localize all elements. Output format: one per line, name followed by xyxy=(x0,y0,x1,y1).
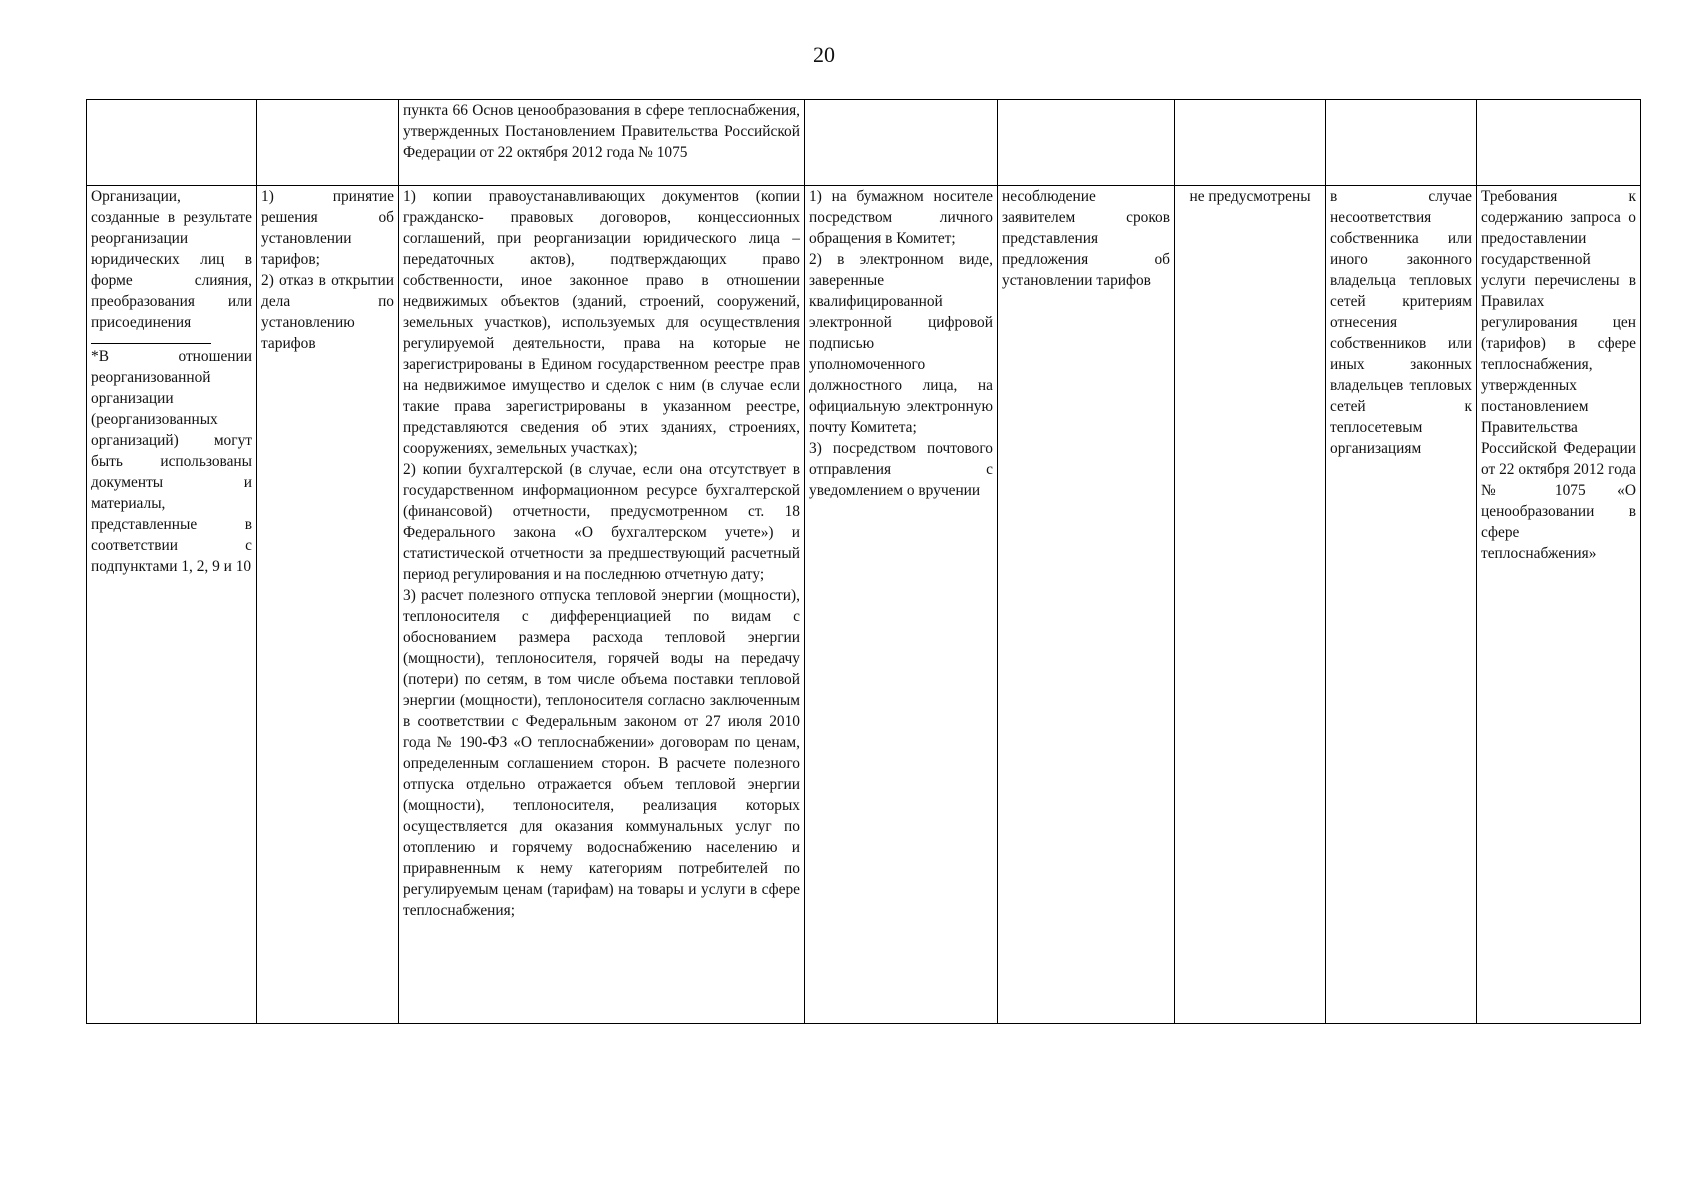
applicant-text: Организации, созданные в результате реорганизации юридических лиц в форме слияния, преобразования или присоединения xyxy=(91,188,252,331)
cell-r1-c2 xyxy=(257,100,399,186)
footnote-separator xyxy=(91,343,211,344)
submission-item: 2) в электронном виде, заверенные квалифицированной электронной цифровой подписью уполномоченного должностного лица, на официальную электронную почту Комитета; xyxy=(809,251,993,436)
result-item: 2) отказ в открытии дела по установлению тарифов xyxy=(261,272,394,352)
document-item: 1) копии правоустанавливающих документов (копии гражданско- правовых договоров, концессионных соглашений, при реорганизации юридического лица – передаточных актов), подтверждающих право собственности, иное законное право в отношении недвижимых объектов (зданий, строений, сооружений, земельных участков), используемых для осуществления регулируемой деятельности, права на которые не зарегистрированы в Едином государственном реестре прав на недвижимое имущество и сделок с ним (в случае если такие права зарегистрированы в указанном реестре, представляются сведения об этих зданиях, строениях, сооружениях, земельных участках); xyxy=(403,188,800,457)
cell-applicant xyxy=(87,186,257,1024)
applicant-footnote: *В отношении реорганизованной организации (реорганизованных организаций) могут быть использованы документы и материалы, представленные в соответствии с подпунктами 1, 2, 9 и 10 xyxy=(91,348,252,575)
cell-r1-c5 xyxy=(998,100,1175,186)
submission-item: 3) посредством почтового отправления с уведомлением о вручении xyxy=(809,440,993,499)
cell-refusal-reception: несоблюдение заявителем сроков представления предложения об установлении тарифов xyxy=(998,186,1175,1024)
table-row-main xyxy=(87,186,1641,1024)
cell-requirements: Требования к содержанию запроса о предоставлении государственной услуги перечислены в Правилах регулирования цен (тарифов) в сфере теплоснабжения, утвержденных постановлением Правительства Российской Федерации от 22 октября 2012 года № 1075 «О ценообразовании в сфере теплоснабжения» xyxy=(1477,186,1641,1024)
document-item: 2) копии бухгалтерской (в случае, если она отсутствует в государственном информационном ресурсе бухгалтерской (финансовой) отчетности, предусмотренном ст. 18 Федерального закона «О бухгалтерском учете») и статистической отчетности за предшествующий расчетный период регулирования и на последнюю отчетную дату; xyxy=(403,461,800,583)
table-row-continuation xyxy=(87,100,1641,186)
cell-r1-c8 xyxy=(1477,100,1641,186)
page-number: 20 xyxy=(813,42,835,67)
cell-r1-c3: пункта 66 Основ ценообразования в сфере теплоснабжения, утвержденных Постановлением Правительства Российской Федерации от 22 октября 2012 года № 1075 xyxy=(399,100,805,186)
cell-r1-c6 xyxy=(1175,100,1326,186)
services-table xyxy=(86,99,1641,1024)
cell-documents xyxy=(399,186,805,1024)
submission-item: 1) на бумажном носителе посредством личного обращения в Комитет; xyxy=(809,188,993,247)
document-item: 3) расчет полезного отпуска тепловой энергии (мощности), теплоносителя с дифференциацией по видам с обоснованием размера расхода тепловой энергии (мощности), теплоносителя, горячей воды на передачу (потери) по сетям, в том числе объема поставки тепловой энергии (мощности), теплоносителя согласно заключенным в соответствии с Федеральным законом от 27 июля 2010 года № 190-ФЗ «О теплоснабжении» договорам по ценам, определенным соглашением сторон. В расчете полезного отпуска отдельно отражается объем тепловой энергии (мощности), теплоносителя, реализация которых осуществляется для оказания коммунальных услуг по отоплению и горячему водоснабжению населению и приравненным к нему категориям потребителей по регулируемым ценам (тарифам) на товары и услуги в сфере теплоснабжения; xyxy=(403,587,800,919)
cell-refusal-grounds: в случае несоответствия собственника или иного законного владельца тепловых сетей критериям отнесения собственников или иных законных владельцев тепловых сетей к теплосетевым организациям xyxy=(1326,186,1477,1024)
result-item: 1) принятие решения об установлении тарифов; xyxy=(261,188,394,268)
cell-submission-methods xyxy=(805,186,998,1024)
cell-suspension-grounds: не предусмотрены xyxy=(1175,186,1326,1024)
cell-r1-c1 xyxy=(87,100,257,186)
cell-r1-c4 xyxy=(805,100,998,186)
cell-result xyxy=(257,186,399,1024)
cell-r1-c7 xyxy=(1326,100,1477,186)
